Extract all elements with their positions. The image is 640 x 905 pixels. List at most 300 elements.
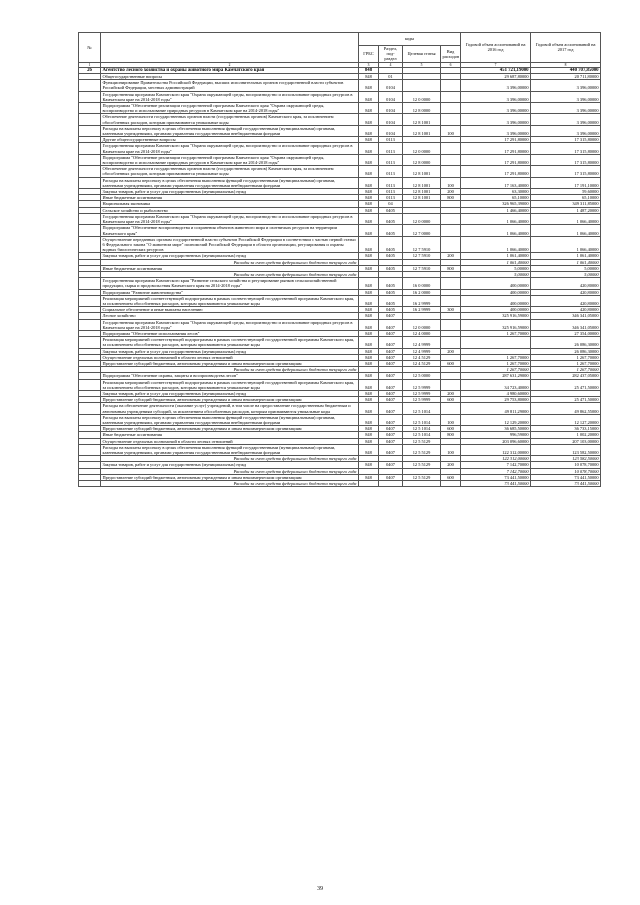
cell-target: 12 7 5910 — [403, 236, 441, 253]
cell-amount-2016: 4 980,60000 — [461, 390, 531, 396]
cell-grbs: 848 — [359, 278, 379, 289]
cell-grbs: 848 — [359, 379, 379, 390]
cell-razdel: 0407 — [379, 319, 403, 330]
cell-amount-2016: 400,00000 — [461, 289, 531, 295]
cell-amount-2016: 325 916,59000 — [461, 313, 531, 319]
cell-vid — [441, 225, 461, 236]
cell-vid — [441, 319, 461, 330]
cell-grbs: 848 — [359, 432, 379, 438]
cell-amount-2017: 17 315,80000 — [531, 137, 601, 143]
cell-razdel: 0407 — [379, 444, 403, 455]
cell-num — [79, 337, 101, 348]
cell-amount-2017: 3 396,00000 — [531, 80, 601, 91]
cell-razdel: 0104 — [379, 125, 403, 136]
cell-amount-2016: 1 267,70000 — [461, 360, 531, 366]
cell-razdel: 0113 — [379, 143, 403, 154]
cell-amount-2016: 5,00000 — [461, 265, 531, 271]
cell-razdel: 0113 — [379, 154, 403, 165]
cell-razdel: 04 — [379, 201, 403, 207]
cell-amount-2017: 17 315,80000 — [531, 143, 601, 154]
cell-razdel: 0407 — [379, 337, 403, 348]
cell-name: Государственная программа Камчатского края "Развитие сельского хозяйства и регулирование рынков сельскохозяйственной продукции, сырья и продовольствия Камчатского края на 2014-2018 годы" — [101, 278, 359, 289]
cell-razdel: 0407 — [379, 348, 403, 354]
cell-amount-2017: 5,00000 — [531, 265, 601, 271]
cell-grbs: 848 — [359, 474, 379, 480]
cell-name: Закупка товаров, работ и услуг для государственных (муниципальных) нужд — [101, 348, 359, 354]
cell-amount-2017: 17 315,80000 — [531, 154, 601, 165]
cell-razdel: 0407 — [379, 462, 403, 468]
cell-amount-2017: 36 733,15000 — [531, 426, 601, 432]
cell-name: Государственная программа Камчатского края "Охрана окружающей среды, воспроизводство и использование природных ресурсов в Камчатском крае на 2014-2018 годы" — [101, 143, 359, 154]
cell-razdel: 0407 — [379, 426, 403, 432]
cell-razdel: 0407 — [379, 474, 403, 480]
cell-amount-2017: 1 267,70000 — [531, 354, 601, 360]
cell-vid — [441, 143, 461, 154]
cell-name: Национальная экономика — [101, 201, 359, 207]
cell-grbs: 848 — [359, 438, 379, 444]
cell-amount-2016: 203 096,60000 — [461, 438, 531, 444]
cell-amount-2016: 1 061,40000 — [461, 253, 531, 259]
cell-amount-2017: 3 396,00000 — [531, 103, 601, 114]
cell-name: Государственная программа Камчатского края "Охрана окружающей среды, воспроизводство и использование природных ресурсов в Камчатском крае на 2014-2018 годы" — [101, 91, 359, 102]
cell-name: Предоставление субсидий бюджетным, автономным учреждениям и иным некоммерческим организациям — [101, 360, 359, 366]
cell-grbs: 848 — [359, 213, 379, 224]
cell-razdel: 0405 — [379, 265, 403, 271]
cell-vid — [441, 80, 461, 91]
cell-name: Расходы за счет средств федерального бюджета текущего года — [101, 481, 359, 487]
cell-target: 12 4 5129 — [403, 360, 441, 366]
cell-name: Расходы на выплаты персоналу в целях обеспечения выполнения функций государственными (муниципальными) органами, казенными учреждениями, органами управления государственными внебюджетными фондами — [101, 444, 359, 455]
cell-grbs: 848 — [359, 91, 379, 102]
cell-vid: 600 — [441, 474, 461, 480]
cell-amount-2017: 26 086,30000 — [531, 348, 601, 354]
cell-name: Функционирование Правительства Российской Федерации, высших исполнительных органов государственной власти субъектов Российской Федерации, местных администраций — [101, 80, 359, 91]
cell-grbs: 848 — [359, 195, 379, 201]
cell-vid: 100 — [441, 444, 461, 455]
cell-name: Осуществление отдельных полномочий в области лесных отношений — [101, 354, 359, 360]
cell-amount-2016: 7 142,70000 — [461, 462, 531, 468]
cell-target: 12 8 1001 — [403, 125, 441, 136]
cell-grbs: 848 — [359, 330, 379, 336]
cell-amount-2016: 3 396,00000 — [461, 80, 531, 91]
cell-target: 12 8 0000 — [403, 154, 441, 165]
cell-target: 16 2 9999 — [403, 307, 441, 313]
column-number: 6 — [441, 62, 461, 67]
cell-razdel: 0113 — [379, 137, 403, 143]
cell-target: 12 5 9999 — [403, 379, 441, 390]
cell-target: 12 5 0000 — [403, 373, 441, 379]
cell-num — [79, 278, 101, 289]
cell-amount-2017: 3 396,00000 — [531, 125, 601, 136]
cell-amount-2017: 65,10000 — [531, 195, 601, 201]
cell-name: Общегосударственные вопросы — [101, 74, 359, 80]
cell-razdel: 0405 — [379, 307, 403, 313]
cell-amount-2017: 20 711,80000 — [531, 74, 601, 80]
header-amount-2016: Годовой объем ассигнований на 2016 год — [461, 33, 531, 63]
cell-vid — [441, 295, 461, 306]
budget-table — [78, 32, 601, 487]
cell-razdel: 0405 — [379, 213, 403, 224]
cell-amount-2016: 17 163,40000 — [461, 177, 531, 188]
cell-amount-2017: 25 471,50000 — [531, 397, 601, 403]
cell-amount-2017: 349 311,85000 — [531, 201, 601, 207]
table-row — [79, 337, 601, 348]
cell-name: Подпрограмма "Обеспечение использования лесов" — [101, 330, 359, 336]
table-row — [79, 125, 601, 136]
subtotal-row — [79, 481, 601, 487]
cell-grbs: 848 — [359, 265, 379, 271]
column-number: 4 — [379, 62, 403, 67]
cell-target: 12 8 1001 — [403, 195, 441, 201]
cell-razdel: 0405 — [379, 225, 403, 236]
table-row — [79, 177, 601, 188]
cell-amount-2016: 29 753,80000 — [461, 397, 531, 403]
cell-amount-2017: 10 078,70000 — [531, 468, 601, 474]
cell-amount-2016: 49 811,29000 — [461, 403, 531, 414]
cell-razdel: 0407 — [379, 360, 403, 366]
cell-razdel: 0104 — [379, 114, 403, 125]
cell-name: Расходы за счет средств федерального бюджета текущего года — [101, 468, 359, 474]
cell-amount-2017: 3 396,00000 — [531, 114, 601, 125]
cell-amount-2016: 287 631,29000 — [461, 373, 531, 379]
cell-grbs: 848 — [359, 207, 379, 213]
cell-grbs: 848 — [359, 125, 379, 136]
cell-vid: 100 — [441, 414, 461, 425]
cell-target: 16 0 0000 — [403, 278, 441, 289]
cell-amount-2017: 1 066,40000 — [531, 213, 601, 224]
cell-num — [79, 295, 101, 306]
cell-razdel: 0407 — [379, 432, 403, 438]
cell-name: Расходы на выплаты персоналу в целях обеспечения выполнения функций государственными (муниципальными) органами, казенными учреждениями, органами управления государственными внебюджетными фондами — [101, 177, 359, 188]
cell-num — [79, 103, 101, 114]
cell-amount-2016: 1 061,40000 — [461, 259, 531, 265]
cell-amount-2016: 3 396,00000 — [461, 103, 531, 114]
cell-amount-2016: 3 396,00000 — [461, 91, 531, 102]
cell-amount-2017: 1 267,70000 — [531, 367, 601, 373]
cell-num — [79, 80, 101, 91]
cell-amount-2016: 36 685,50000 — [461, 426, 531, 432]
cell-grbs: 848 — [359, 337, 379, 348]
cell-amount-2017: 1 061,40000 — [531, 253, 601, 259]
cell-razdel: 0405 — [379, 253, 403, 259]
cell-amount-2016: 7 142,70000 — [461, 468, 531, 474]
cell-target: 12 4 9999 — [403, 348, 441, 354]
cell-amount-2016: 73 441,50000 — [461, 481, 531, 487]
cell-num — [79, 213, 101, 224]
table-row — [79, 114, 601, 125]
cell-name: Агентство лесного хозяйства и охраны животного мира Камчатского края — [101, 67, 359, 73]
cell-grbs — [359, 481, 379, 487]
cell-razdel: 0113 — [379, 189, 403, 195]
cell-vid: 800 — [441, 432, 461, 438]
cell-name: Иные бюджетные ассигнования — [101, 265, 359, 271]
cell-grbs: 848 — [359, 307, 379, 313]
cell-name: Закупка товаров, работ и услуг для государственных (муниципальных) нужд — [101, 189, 359, 195]
page-number: 39 — [317, 886, 323, 892]
cell-target: 12 0 0000 — [403, 213, 441, 224]
cell-razdel: 0407 — [379, 403, 403, 414]
cell-name: Расходы на выплаты персоналу в целях обеспечения выполнения функций государственными (муниципальными) органами, казенными учреждениями, органами управления государственными внебюджетными фондами — [101, 125, 359, 136]
header-target: Целевая статья — [403, 46, 441, 63]
cell-amount-2016: 400,00000 — [461, 307, 531, 313]
cell-amount-2016: 1 066,40000 — [461, 225, 531, 236]
cell-amount-2017: 5,00000 — [531, 271, 601, 277]
cell-name: Сельское хозяйство и рыболовство — [101, 207, 359, 213]
cell-grbs: 848 — [359, 390, 379, 396]
cell-target: 12 5 5129 — [403, 438, 441, 444]
cell-amount-2017: 27 354,00000 — [531, 330, 601, 336]
cell-vid — [441, 213, 461, 224]
cell-target: 12 5 1014 — [403, 432, 441, 438]
cell-amount-2017: 440 707,85000 — [531, 67, 601, 73]
cell-amount-2017: 123 582,50000 — [531, 444, 601, 455]
cell-amount-2016: 1 267,70000 — [461, 330, 531, 336]
cell-amount-2017: 1 066,40000 — [531, 225, 601, 236]
table-row — [79, 319, 601, 330]
cell-razdel: 0104 — [379, 91, 403, 102]
cell-name: Государственная программа Камчатского края "Охрана окружающей среды, воспроизводство и использование природных ресурсов в Камчатском крае на 2014-2018 годы" — [101, 213, 359, 224]
column-number: 8 — [531, 62, 601, 67]
cell-amount-2016: 73 441,50000 — [461, 474, 531, 480]
cell-razdel: 0407 — [379, 438, 403, 444]
cell-amount-2017: 420,80000 — [531, 307, 601, 313]
cell-num — [79, 236, 101, 253]
cell-vid: 600 — [441, 426, 461, 432]
cell-target: 12 8 1001 — [403, 177, 441, 188]
cell-razdel: 0104 — [379, 103, 403, 114]
column-number: 1 — [79, 62, 101, 67]
cell-razdel: 0407 — [379, 330, 403, 336]
cell-target: 12 7 5910 — [403, 265, 441, 271]
cell-amount-2017: 207 103,00000 — [531, 438, 601, 444]
cell-vid: 200 — [441, 348, 461, 354]
cell-name: Обеспечение деятельности государственных органов власти (государственных органов) Камчатского края, за исключением обособленных расходов, которым присваиваются уникальные коды — [101, 166, 359, 177]
cell-target: 12 8 1001 — [403, 166, 441, 177]
cell-grbs: 848 — [359, 403, 379, 414]
table-row — [79, 414, 601, 425]
cell-name: Социальное обеспечение и иные выплаты населению — [101, 307, 359, 313]
cell-grbs: 848 — [359, 177, 379, 188]
header-razdel: Раздел, под-раздел — [379, 46, 403, 63]
cell-grbs: 848 — [359, 295, 379, 306]
cell-amount-2016: 122 312,00000 — [461, 456, 531, 462]
cell-razdel: 0405 — [379, 289, 403, 295]
cell-name: Подпрограмма "Обеспечение охраны, защиты и воспроизводства лесов" — [101, 373, 359, 379]
cell-target: 12 4 5129 — [403, 354, 441, 360]
cell-amount-2017: 1 066,40000 — [531, 236, 601, 253]
cell-target: 12 5 1014 — [403, 414, 441, 425]
cell-target: 12 4 0000 — [403, 330, 441, 336]
cell-target: 12 5 1014 — [403, 426, 441, 432]
cell-amount-2016: 12 129,20000 — [461, 414, 531, 425]
cell-vid — [441, 337, 461, 348]
cell-name: Расходы на выплаты персоналу в целях обеспечения выполнения функций государственными (муниципальными) органами, казенными учреждениями, органами управления государственными внебюджетными фондами — [101, 414, 359, 425]
cell-num — [79, 125, 101, 136]
cell-num — [79, 91, 101, 102]
cell-amount-2017: 17 191,10000 — [531, 177, 601, 188]
cell-amount-2017: 10 078,70000 — [531, 462, 601, 468]
cell-num — [79, 403, 101, 414]
table-row — [79, 166, 601, 177]
cell-grbs: 848 — [359, 319, 379, 330]
cell-target: 12 8 0000 — [403, 103, 441, 114]
cell-name: Подпрограмма "Развитие животноводства" — [101, 289, 359, 295]
cell-razdel — [379, 481, 403, 487]
cell-razdel: 0113 — [379, 195, 403, 201]
cell-vid — [441, 166, 461, 177]
cell-name: Осуществление отдельных полномочий в области лесных отношений — [101, 438, 359, 444]
cell-amount-2017: 49 862,55000 — [531, 403, 601, 414]
cell-name: Осуществление переданных органам государственной власти субъектов Российской Федерации в соответствии с частью первой статьи 6 Федерального закона "О животном мире" полномочий Российской Федерации в области организации, регулирования и охраны водных биологических ресурсов — [101, 236, 359, 253]
cell-amount-2017: 73 441,50000 — [531, 481, 601, 487]
cell-razdel: 0407 — [379, 313, 403, 319]
table-row — [79, 403, 601, 414]
cell-vid: 200 — [441, 462, 461, 468]
cell-num — [79, 166, 101, 177]
cell-name: Реализация мероприятий соответствующей подпрограммы в рамках соответствующей государственной программы Камчатского края, за исключением обособленных расходов, которым присваиваются уникальные коды — [101, 337, 359, 348]
cell-amount-2016: 1 066,40000 — [461, 236, 531, 253]
cell-amount-2017: 420,80000 — [531, 295, 601, 306]
cell-target: 12 5 5129 — [403, 462, 441, 468]
cell-amount-2017: 26 086,30000 — [531, 337, 601, 348]
header-grbs: ГРБС — [359, 46, 379, 63]
cell-vid: 200 — [441, 390, 461, 396]
table-row — [79, 444, 601, 455]
table-row — [79, 236, 601, 253]
cell-razdel: 0405 — [379, 295, 403, 306]
cell-vid — [441, 236, 461, 253]
cell-amount-2016: 34 723,40000 — [461, 379, 531, 390]
cell-name: Обеспечение деятельности государственных органов власти (государственных органов) Камчатского края, за исключением обособленных расходов, которым присваиваются уникальные коды — [101, 114, 359, 125]
cell-amount-2016: 17 291,80000 — [461, 143, 531, 154]
cell-vid — [441, 481, 461, 487]
cell-name: Расходы за счет средств федерального бюджета текущего года — [101, 259, 359, 265]
cell-grbs: 848 — [359, 154, 379, 165]
cell-vid: 100 — [441, 125, 461, 136]
cell-num — [79, 225, 101, 236]
cell-vid — [441, 379, 461, 390]
cell-amount-2017: 3 396,00000 — [531, 91, 601, 102]
cell-grbs: 848 — [359, 313, 379, 319]
cell-amount-2017: 123 582,50000 — [531, 456, 601, 462]
cell-amount-2017: 282 437,05000 — [531, 373, 601, 379]
table-row — [79, 103, 601, 114]
cell-razdel: 01 — [379, 74, 403, 80]
column-number: 7 — [461, 62, 531, 67]
cell-grbs: 848 — [359, 414, 379, 425]
cell-grbs: 848 — [359, 189, 379, 195]
cell-razdel: 0113 — [379, 166, 403, 177]
cell-amount-2016: 122 312,00000 — [461, 444, 531, 455]
table-row — [79, 225, 601, 236]
cell-amount-2016: 1 267,70000 — [461, 354, 531, 360]
cell-num — [79, 143, 101, 154]
cell-vid — [441, 103, 461, 114]
cell-grbs: 848 — [359, 166, 379, 177]
cell-target: 12 5 9999 — [403, 397, 441, 403]
cell-vid — [441, 91, 461, 102]
cell-target: 12 7 0000 — [403, 225, 441, 236]
table-row — [79, 154, 601, 165]
cell-grbs: 848 — [359, 103, 379, 114]
cell-razdel: 0407 — [379, 354, 403, 360]
cell-grbs: 848 — [359, 354, 379, 360]
cell-amount-2016: 996,59000 — [461, 432, 531, 438]
cell-vid: 200 — [441, 253, 461, 259]
header-vid: Вид расходов — [441, 46, 461, 63]
cell-amount-2016: 325 916,59000 — [461, 319, 531, 330]
cell-amount-2016: 63,30000 — [461, 189, 531, 195]
cell-amount-2016: 400,00000 — [461, 295, 531, 306]
table-row — [79, 213, 601, 224]
cell-grbs: 848 — [359, 236, 379, 253]
cell-amount-2017: 73 441,50000 — [531, 474, 601, 480]
cell-vid: 600 — [441, 360, 461, 366]
cell-vid: 300 — [441, 307, 461, 313]
cell-razdel: 0407 — [379, 379, 403, 390]
cell-grbs: 848 — [359, 348, 379, 354]
cell-grbs: 848 — [359, 80, 379, 91]
cell-vid: 800 — [441, 265, 461, 271]
cell-amount-2016: 17 291,80000 — [461, 137, 531, 143]
cell-razdel: 0407 — [379, 414, 403, 425]
cell-razdel: 0104 — [379, 80, 403, 91]
cell-amount-2016: 17 291,80000 — [461, 166, 531, 177]
cell-target: 12 8 1001 — [403, 189, 441, 195]
cell-name: Предоставление субсидий бюджетным, автономным учреждениям и иным некоммерческим организациям — [101, 474, 359, 480]
cell-name: Расходы за счет средств федерального бюджета текущего года — [101, 456, 359, 462]
cell-name: Иные бюджетные ассигнования — [101, 432, 359, 438]
cell-grbs: 848 — [359, 137, 379, 143]
cell-amount-2017: 346 341,05000 — [531, 313, 601, 319]
cell-name: Подпрограмма "Обеспечение реализации государственной программы Камчатского края "Охрана окружающей среды, воспроизводство и использование природных ресурсов в Камчатском крае на 2014-2018 годы" — [101, 103, 359, 114]
cell-name: Лесное хозяйство — [101, 313, 359, 319]
cell-vid — [441, 278, 461, 289]
header-amount-2017: Годовой объем ассигнований на 2017 год — [531, 33, 601, 63]
cell-grbs: 848 — [359, 373, 379, 379]
column-number: 5 — [403, 62, 441, 67]
cell-amount-2016: 451 721,19000 — [461, 67, 531, 73]
cell-name: Расходы за счет средств федерального бюджета текущего года — [101, 271, 359, 277]
cell-vid: 600 — [441, 397, 461, 403]
cell-amount-2017: 1 487,20000 — [531, 207, 601, 213]
cell-target: 12 0 0000 — [403, 91, 441, 102]
cell-grbs: 848 — [359, 289, 379, 295]
cell-vid: 200 — [441, 189, 461, 195]
cell-target: 12 5 9999 — [403, 390, 441, 396]
cell-target: 16 2 0000 — [403, 289, 441, 295]
cell-grbs: 848 — [359, 143, 379, 154]
cell-num — [79, 154, 101, 165]
cell-grbs: 848 — [359, 462, 379, 468]
cell-amount-2016: 1 066,40000 — [461, 213, 531, 224]
cell-grbs: 848 — [359, 225, 379, 236]
cell-amount-2017: 1 267,70000 — [531, 360, 601, 366]
cell-num — [79, 177, 101, 188]
cell-amount-2017: 12 127,20000 — [531, 414, 601, 425]
cell-target: 12 7 5910 — [403, 253, 441, 259]
cell-amount-2016: 65,10000 — [461, 195, 531, 201]
cell-target: 12 5 5129 — [403, 444, 441, 455]
table-body — [79, 67, 601, 486]
cell-amount-2016: 326 965,39000 — [461, 201, 531, 207]
cell-num: 26 — [79, 67, 101, 73]
cell-name: Закупка товаров, работ и услуг для государственных (муниципальных) нужд — [101, 390, 359, 396]
cell-amount-2016: 29 687,80000 — [461, 74, 531, 80]
header-num: № — [79, 33, 101, 63]
cell-amount-2017: 1 061,40000 — [531, 259, 601, 265]
column-number: 3 — [359, 62, 379, 67]
